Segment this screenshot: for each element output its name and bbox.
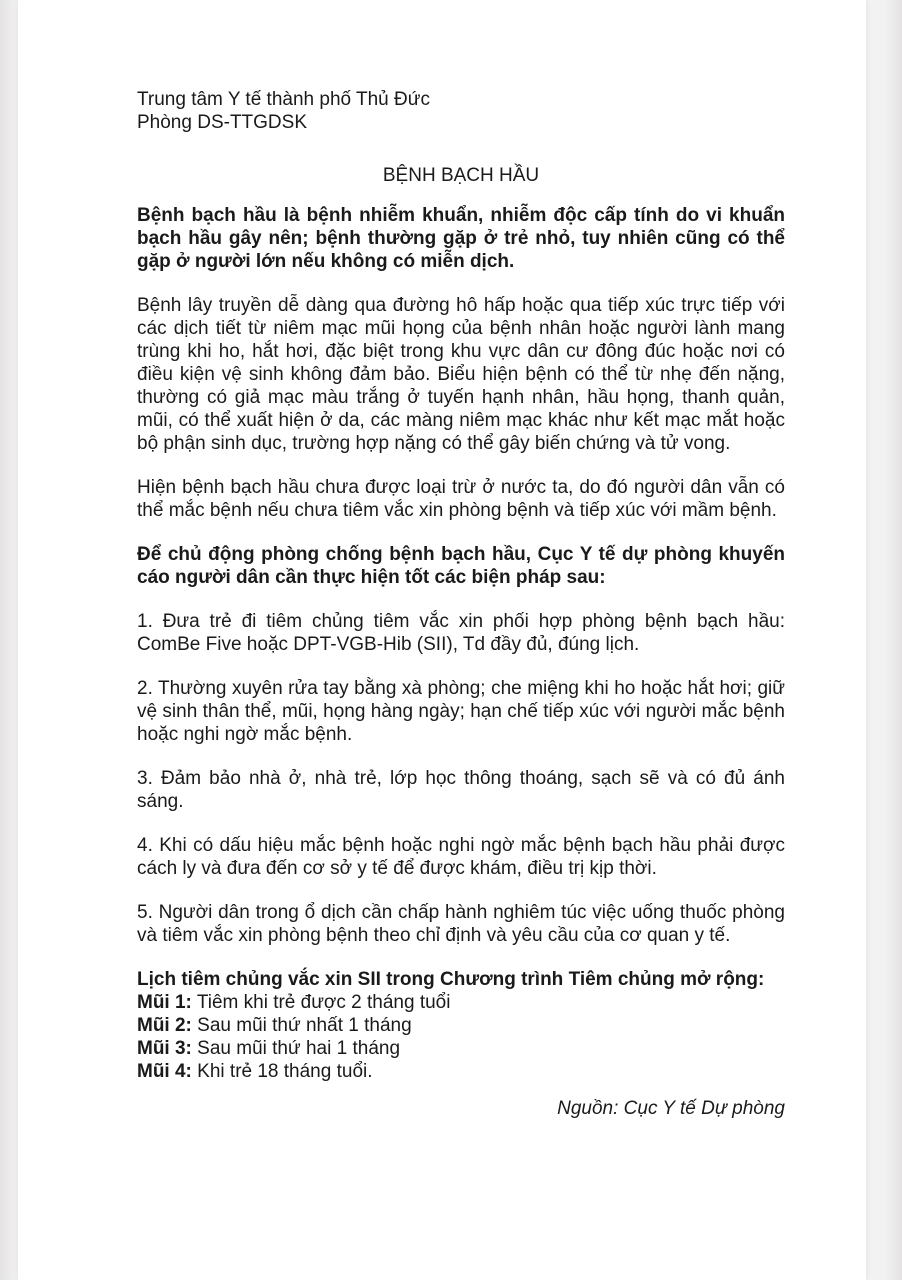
schedule-item	[137, 1060, 785, 1083]
paragraph-status: Hiện bệnh bạch hầu chưa được loại trừ ở nước ta, do đó người dân vẫn có thể mắc bệnh nếu chưa tiêm vắc xin phòng bệnh và tiếp xúc với mầm bệnh.	[137, 477, 785, 521]
schedule-item	[137, 1037, 785, 1060]
document-page	[18, 0, 866, 1280]
measure-item: 4. Khi có dấu hiệu mắc bệnh hoặc nghi ngờ mắc bệnh bạch hầu phải được cách ly và đưa đến cơ sở y tế để được khám, điều trị kịp thời.	[137, 835, 785, 879]
document-content	[137, 88, 785, 1120]
measure-item: 2. Thường xuyên rửa tay bằng xà phòng; che miệng khi ho hoặc hắt hơi; giữ vệ sinh thân thể, mũi, họng hàng ngày; hạn chế tiếp xúc với người mắc bệnh hoặc nghi ngờ mắc bệnh.	[137, 678, 785, 745]
schedule-item-text: Sau mũi thứ hai 1 tháng	[191, 1038, 401, 1059]
schedule-title: Lịch tiêm chủng vắc xin SII trong Chương trình Tiêm chủng mở rộng:	[137, 969, 765, 990]
measure-item: 1. Đưa trẻ đi tiêm chủng tiêm vắc xin phối hợp phòng bệnh bạch hầu: ComBe Five hoặc DPT-VGB-Hib (SII), Td đầy đủ, đúng lịch.	[137, 611, 785, 655]
schedule-item-text: Tiêm khi trẻ được 2 tháng tuổi	[191, 992, 451, 1013]
intro-paragraph: Bệnh bạch hầu là bệnh nhiễm khuẩn, nhiễm độc cấp tính do vi khuẩn bạch hầu gây nên; bệnh thường gặp ở trẻ nhỏ, tuy nhiên cũng có thể gặp ở người lớn nếu không có miễn dịch.	[137, 205, 785, 272]
schedule-item-label: Mũi 2:	[137, 1015, 192, 1036]
document-title: BỆNH BẠCH HẦU	[382, 165, 540, 186]
measure-item: 3. Đảm bảo nhà ở, nhà trẻ, lớp học thông thoáng, sạch sẽ và có đủ ánh sáng.	[137, 768, 785, 812]
schedule-item	[137, 991, 785, 1014]
source-note: Nguồn: Cục Y tế Dự phòng	[557, 1098, 785, 1119]
dept-name: Phòng DS-TTGDSK	[137, 112, 307, 133]
schedule-item-label: Mũi 1:	[137, 992, 192, 1013]
schedule-item-label: Mũi 3:	[137, 1038, 192, 1059]
schedule-item-label: Mũi 4:	[137, 1061, 192, 1082]
org-name: Trung tâm Y tế thành phố Thủ Đức	[137, 89, 430, 110]
recommendation-heading: Để chủ động phòng chống bệnh bạch hầu, Cục Y tế dự phòng khuyến cáo người dân cần thực hiện tốt các biện pháp sau:	[137, 544, 785, 588]
paragraph-transmission: Bệnh lây truyền dễ dàng qua đường hô hấp hoặc qua tiếp xúc trực tiếp với các dịch tiết từ niêm mạc mũi họng của bệnh nhân hoặc người lành mang trùng khi ho, hắt hơi, đặc biệt trong khu vực dân cư đông đúc hoặc nơi có điều kiện vệ sinh không đảm bảo. Biểu hiện bệnh có thể từ nhẹ đến nặng, thường có giả mạc màu trắng ở tuyến hạnh nhân, hầu họng, thanh quản, mũi, có thể xuất hiện ở da, các màng niêm mạc khác như kết mạc mắt hoặc bộ phận sinh dục, trường hợp nặng có thể gây biến chứng và tử vong.	[137, 295, 785, 454]
measure-item: 5. Người dân trong ổ dịch cần chấp hành nghiêm túc việc uống thuốc phòng và tiêm vắc xin phòng bệnh theo chỉ định và yêu cầu của cơ quan y tế.	[137, 902, 785, 946]
schedule-item-text: Sau mũi thứ nhất 1 tháng	[191, 1015, 412, 1036]
schedule-item-text: Khi trẻ 18 tháng tuổi.	[191, 1061, 373, 1082]
schedule-item	[137, 1014, 785, 1037]
